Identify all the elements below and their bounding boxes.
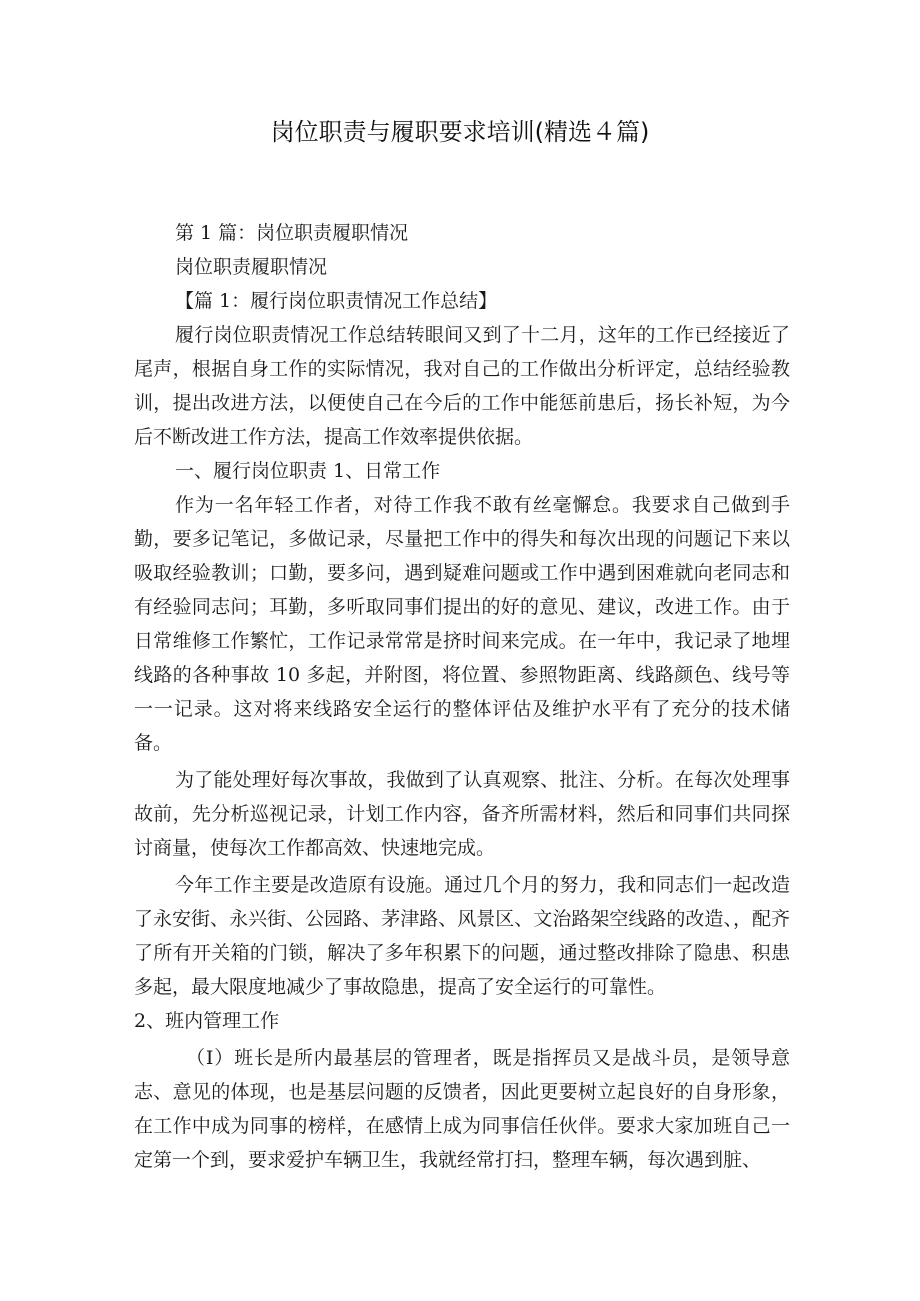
document-title: 岗位职责与履职要求培训(精选４篇) xyxy=(270,118,650,146)
subsection-heading: 一、履行岗位职责 1、日常工作 xyxy=(175,460,441,482)
article-heading: 【篇 1：履行岗位职责情况工作总结】 xyxy=(175,290,498,312)
subsection-heading-team: 2、班内管理工作 xyxy=(134,1010,280,1032)
paragraph-team-management: （I）班长是所内最基层的管理者，既是指挥员又是战斗员，是领导意志、意见的体现，也是基层问题的反馈者，因此更要树立起良好的自身形象，在工作中成为同事的榜样，在感情上成为同事信任伙伴。要求大家加班自己一定第一个到，要求爱护车辆卫生，我就经常打扫，整理车辆，每次遇到脏、 xyxy=(134,1047,790,1171)
section-subtitle: 岗位职责履职情况 xyxy=(175,256,328,278)
document-body xyxy=(134,216,790,1177)
paragraph-daily-work: 作为一名年轻工作者，对待工作我不敢有丝毫懈怠。我要求自己做到手勤，要多记笔记，多做记录，尽量把工作中的得失和每次出现的问题记下来以吸取经验教训；口勤，要多问，遇到疑难问题或工作中遇到困难就向老同志和有经验同志问；耳勤，多听取同事们提出的好的意见、建议，改进工作。由于日常维修工作繁忙，工作记录常常是挤时间来完成。在一年中，我记录了地埋线路的各种事故 10 多起，并附图，将位置、参照物距离、线路颜色、线号等一一记录。这对将来线路安全运行的整体评估及维护水平有了充分的技术储备。 xyxy=(134,494,790,754)
section-heading: 第 1 篇：岗位职责履职情况 xyxy=(175,222,409,244)
paragraph-accident-handling: 为了能处理好每次事故，我做到了认真观察、批注、分析。在每次处理事故前，先分析巡视记录，计划工作内容，备齐所需材料，然后和同事们共同探讨商量，使每次工作都高效、快速地完成。 xyxy=(134,769,790,859)
paragraph-intro: 履行岗位职责情况工作总结转眼间又到了十二月，这年的工作已经接近了尾声，根据自身工作的实际情况，我对自己的工作做出分析评定，总结经验教训，提出改进方法，以便使自己在今后的工作中能惩前患后，扬长补短，为今后不断改进工作方法，提高工作效率提供依据。 xyxy=(134,324,790,448)
paragraph-renovation: 今年工作主要是改造原有设施。通过几个月的努力，我和同志们一起改造了永安街、永兴街、公园路、茅津路、风景区、文治路架空线路的改造、，配齐了所有开关箱的门锁，解决了多年积累下的问题，通过整改排除了隐患、积患多起，最大限度地减少了事故隐患，提高了安全运行的可靠性。 xyxy=(134,874,790,998)
